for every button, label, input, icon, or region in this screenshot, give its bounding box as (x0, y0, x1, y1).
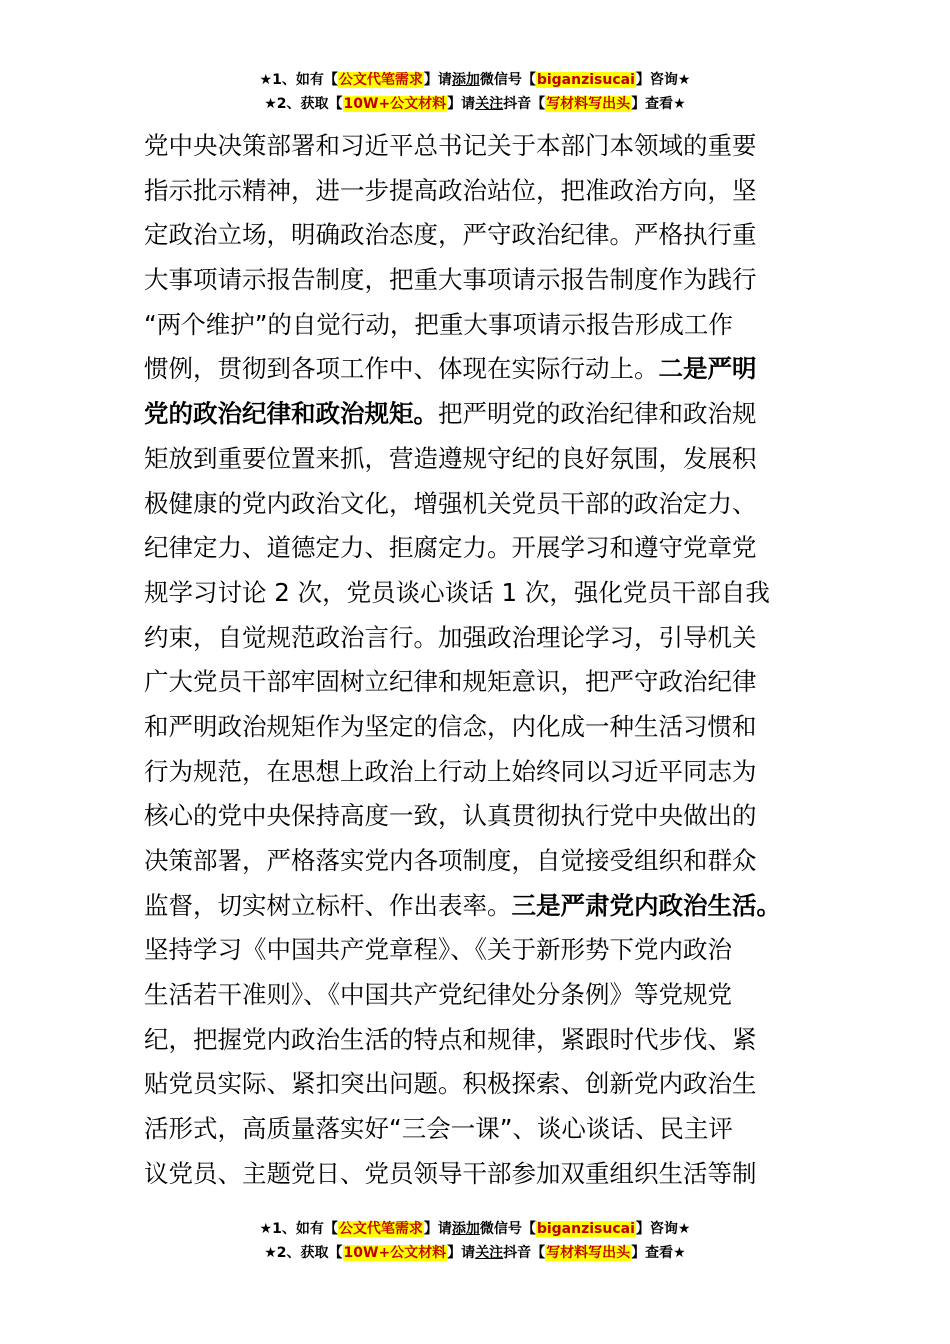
banner-text: 】请 (423, 72, 452, 88)
line-text: 约束，自觉规范政治言行。加强政治理论学习，引导机关 (144, 622, 757, 652)
banner-text: 微信号【 (479, 1221, 536, 1237)
banner-highlight: 写材料写出头 (546, 1245, 631, 1261)
line-text: 坚持学习《中国共产党章程》、《关于新形势下党内政治 (144, 935, 732, 965)
banner-text: 】请 (447, 96, 476, 112)
banner-highlight: 公文代笔需求 (338, 1221, 423, 1237)
section-heading: 三是严肃党内政治生活。 (511, 890, 781, 920)
text-line (144, 794, 814, 839)
text-line (144, 750, 814, 795)
banner-text: 】请 (447, 1245, 476, 1261)
text-line (144, 169, 814, 214)
header-banner (0, 68, 950, 116)
text-line (144, 571, 814, 616)
banner-highlight: biganzisucai (536, 72, 635, 88)
banner-line-2 (0, 1241, 950, 1265)
text-line (144, 303, 814, 348)
line-text: 议党员、主题党日、党员领导干部参加双重组织生活等制 (144, 1158, 757, 1188)
banner-underlined-text: 关注 (475, 1245, 504, 1261)
text-line (144, 705, 814, 750)
banner-highlight: 10W+公文材料 (343, 96, 447, 112)
line-text: 纪律定力、道德定力、拒腐定力。开展学习和遵守党章党 (144, 533, 757, 563)
section-heading: 二是严明 (658, 354, 757, 384)
banner-text: ★2、获取【 (264, 96, 343, 112)
text-line (144, 526, 814, 571)
text-line (144, 392, 814, 437)
line-text: 广大党员干部牢固树立纪律和规矩意识，把严守政治纪律 (144, 667, 757, 697)
text-line (144, 884, 814, 929)
text-line (144, 347, 814, 392)
banner-text: 】查看★ (631, 1245, 686, 1261)
line-text: 极健康的党内政治文化，增强机关党员干部的政治定力、 (144, 488, 757, 518)
text-line (144, 616, 814, 661)
banner-highlight: 写材料写出头 (546, 96, 631, 112)
section-heading: 党的政治纪律和政治规矩。 (144, 399, 438, 429)
text-line (144, 1152, 814, 1197)
banner-text: ★2、获取【 (264, 1245, 343, 1261)
banner-line-1 (0, 68, 950, 92)
line-text: 生活若干准则》、《中国共产党纪律处分条例》等党规党 (144, 980, 732, 1010)
text-line (144, 1107, 814, 1152)
text-line (144, 124, 814, 169)
text-line (144, 973, 814, 1018)
banner-text: 】查看★ (631, 96, 686, 112)
line-text: 行为规范，在思想上政治上行动上始终同以习近平同志为 (144, 756, 757, 786)
line-text: 贴党员实际、紧扣突出问题。积极探索、创新党内政治生 (144, 1069, 757, 1099)
line-text: 大事项请示报告制度，把重大事项请示报告制度作为践行 (144, 265, 757, 295)
text-line (144, 660, 814, 705)
line-text: 矩放到重要位置来抓，营造遵规守纪的良好氛围，发展积 (144, 443, 757, 473)
banner-line-2 (0, 92, 950, 116)
line-text: 定政治立场，明确政治态度，严守政治纪律。严格执行重 (144, 220, 757, 250)
line-text: 纪，把握党内政治生活的特点和规律，紧跟时代步伐、紧 (144, 1024, 757, 1054)
line-text: 惯例，贯彻到各项工作中、体现在实际行动上。 (144, 354, 659, 384)
line-text: 规学习讨论 2 次，党员谈心谈话 1 次，强化党员干部自我 (144, 577, 770, 607)
banner-highlight: 10W+公文材料 (343, 1245, 447, 1261)
banner-underlined-text: 添加 (451, 1221, 480, 1237)
line-text: “两个维护”的自觉行动，把重大事项请示报告形成工作 (144, 309, 733, 339)
banner-underlined-text: 关注 (475, 96, 504, 112)
text-line (144, 482, 814, 527)
footer-banner (0, 1217, 950, 1265)
banner-text: 抖音【 (503, 96, 546, 112)
text-line (144, 1062, 814, 1107)
line-text: 核心的党中央保持高度一致，认真贯彻执行党中央做出的 (144, 801, 757, 831)
line-text: 党中央决策部署和习近平总书记关于本部门本领域的重要 (144, 131, 757, 160)
banner-highlight: 公文代笔需求 (338, 72, 423, 88)
line-text: 监督，切实树立标杆、作出表率。 (144, 890, 512, 920)
line-text: 和严明政治规矩作为坚定的信念，内化成一种生活习惯和 (144, 711, 757, 741)
line-text: 活形式，高质量落实好“三会一课”、谈心谈话、民主评 (144, 1114, 733, 1144)
banner-text: 】咨询★ (635, 1221, 691, 1237)
text-line (144, 258, 814, 303)
text-line (144, 839, 814, 884)
line-text: 决策部署，严格落实党内各项制度，自觉接受组织和群众 (144, 846, 757, 875)
banner-underlined-text: 添加 (451, 72, 480, 88)
text-line (144, 213, 814, 258)
document-body (144, 124, 814, 1197)
banner-text: 微信号【 (479, 72, 536, 88)
banner-highlight: biganzisucai (536, 1221, 635, 1237)
text-line (144, 928, 814, 973)
banner-text: ★1、如有【 (259, 72, 338, 88)
text-line (144, 437, 814, 482)
banner-text: ★1、如有【 (259, 1221, 338, 1237)
banner-text: 】咨询★ (635, 72, 691, 88)
line-text: 指示批示精神，进一步提高政治站位，把准政治方向，坚 (144, 175, 757, 205)
line-text: 把严明党的政治纪律和政治规 (438, 399, 757, 429)
banner-text: 抖音【 (503, 1245, 546, 1261)
text-line (144, 1018, 814, 1063)
banner-text: 】请 (423, 1221, 452, 1237)
banner-line-1 (0, 1217, 950, 1241)
